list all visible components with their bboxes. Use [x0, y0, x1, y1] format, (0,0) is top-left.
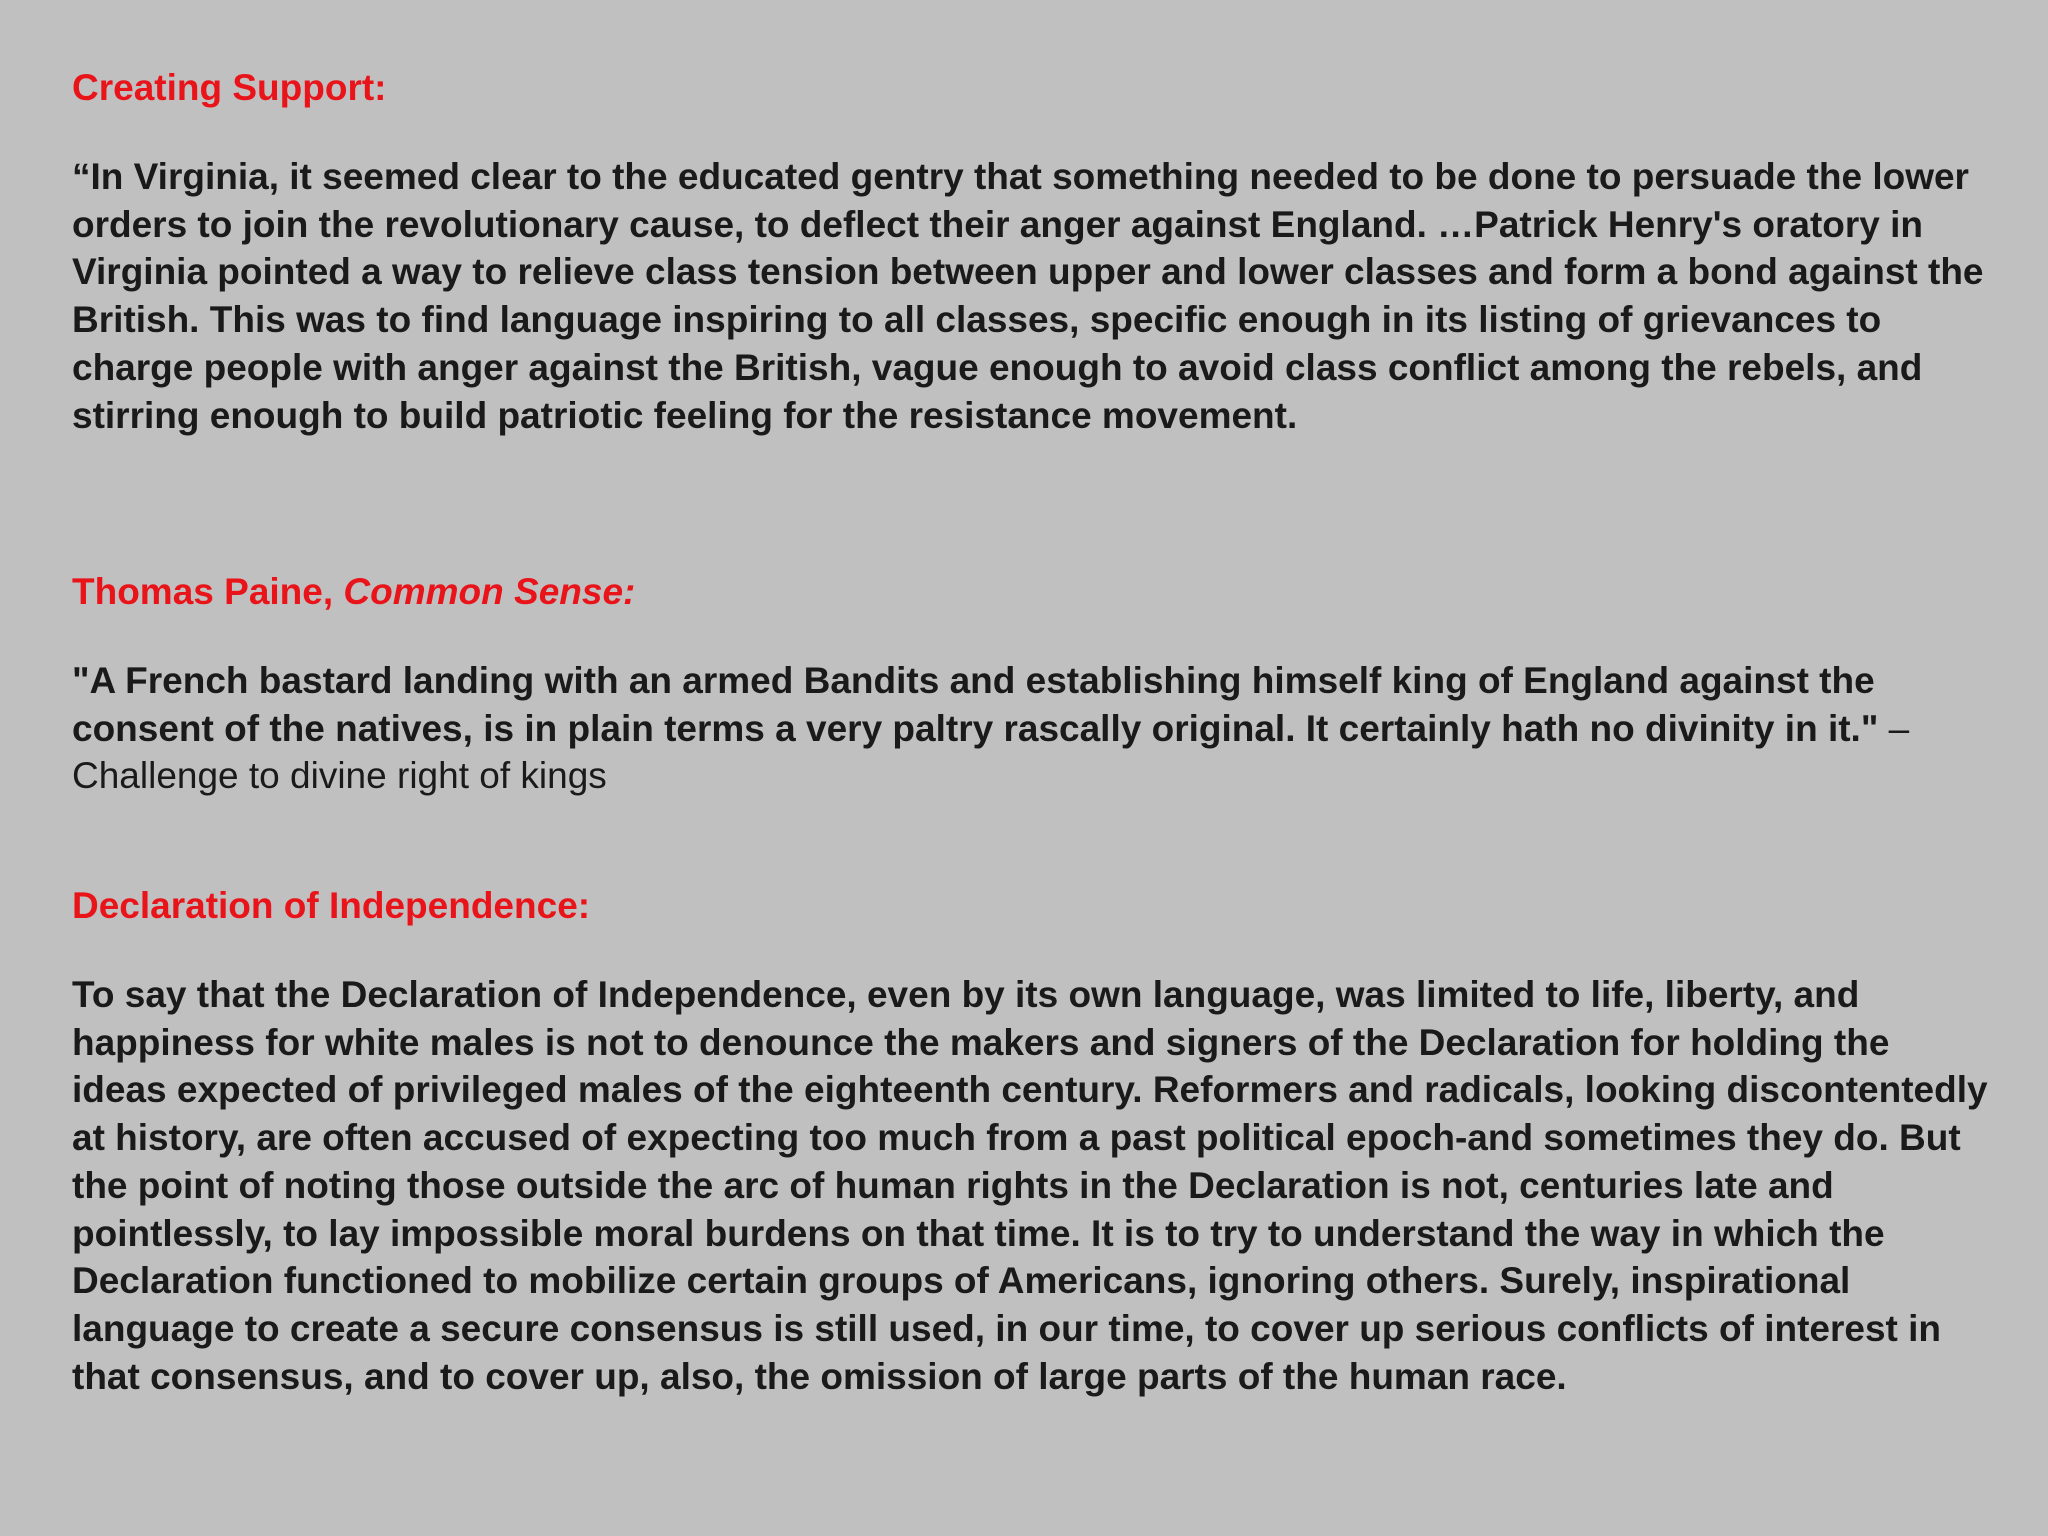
section-heading: Creating Support:	[72, 67, 387, 108]
quote-text: "A French bastard landing with an armed Bandits and establishing himself king of England against the consent of the natives, is in plain terms a very paltry rascally original. It certainly hath no divinity in it."	[72, 660, 1879, 749]
section-creating-support	[72, 66, 1992, 439]
section-body: To say that the Declaration of Independence, even by its own language, was limited to life, liberty, and happiness for white males is not to denounce the makers and signers of the Declaration for holding the ideas expected of privileged males of the eighteenth century. Reformers and radicals, looking discontentedly at history, are often accused of expecting too much from a past political epoch-and sometimes they do. But the point of noting those outside the arc of human rights in the Declaration is not, centuries late and pointlessly, to lay impossible moral burdens on that time. It is to try to understand the way in which the Declaration functioned to mobilize certain groups of Americans, ignoring others. Surely, inspirational language to create a secure consensus is still used, in our time, to cover up serious conflicts of interest in that consensus, and to cover up, also, the omission of large parts of the human race.	[72, 974, 1988, 1397]
section-heading: Declaration of Independence:	[72, 885, 591, 926]
section-heading	[72, 570, 1992, 614]
section-body: “In Virginia, it seemed clear to the educated gentry that something needed to be done to persuade the lower orders to join the revolutionary cause, to deflect their anger against England. …Patrick Henry's oratory in Virginia pointed a way to relieve class tension between upper and lower classes and form a bond against the British. This was to find language inspiring to all classes, specific enough in its listing of grievances to charge people with anger against the British, vague enough to avoid class conflict among the rebels, and stirring enough to build patriotic feeling for the resistance movement.	[72, 156, 1984, 436]
quote-note: – Challenge to divine right of kings	[72, 707, 1910, 797]
heading-title-italic: Common Sense:	[343, 571, 636, 612]
section-body	[72, 657, 1992, 800]
section-common-sense	[72, 570, 1992, 800]
section-declaration	[72, 884, 1992, 1400]
heading-author: Thomas Paine,	[72, 571, 344, 612]
